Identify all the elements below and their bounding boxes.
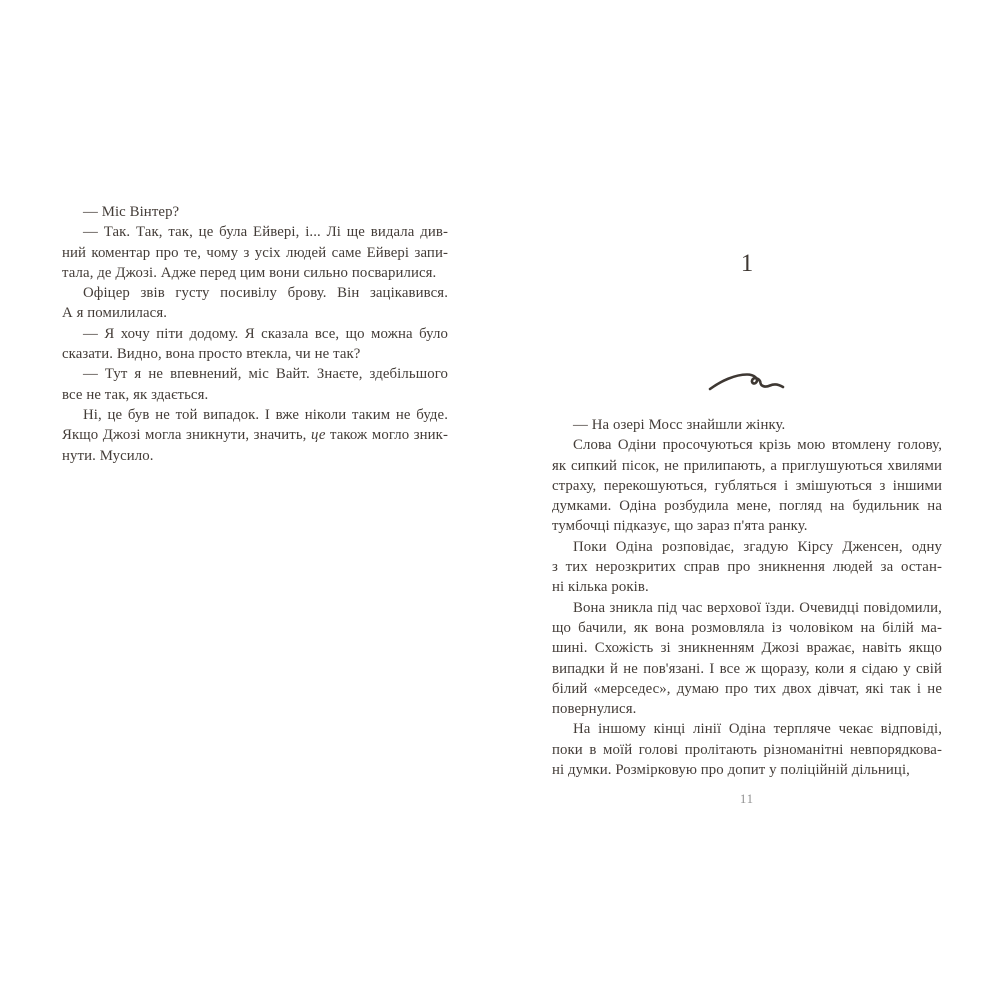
text-line: — Так. Так, так, це була Ейвері, і... Лі ще видала див- xyxy=(83,224,448,241)
text-line: тала, де Джозі. Адже перед цим вони сильно посварилися. xyxy=(62,264,437,281)
text-line: як сипкий пісок, не прилипають, а приглушуються хвилями xyxy=(552,457,942,474)
text-line: сказати. Видно, вона просто втекла, чи не так? xyxy=(62,346,361,363)
text-line: що бачили, як вона розмовляла із чоловіком на білій ма- xyxy=(552,619,942,636)
text-line: з тих нерозкритих справ про зникнення людей за остан- xyxy=(552,559,942,576)
page-number: 11 xyxy=(739,792,755,806)
text-line: думками. Одіна розбудила мене, погляд на будильник на xyxy=(552,498,942,515)
text-line: все не так, як здається. xyxy=(62,386,209,403)
text-line: білий «мерседес», думаю про тих двох дівчат, які так і не xyxy=(552,680,942,697)
text-line: Поки Одіна розповідає, згадую Кірсу Дженсен, одну xyxy=(573,538,942,555)
text-line: — Я хочу піти додому. Я сказала все, що можна було xyxy=(83,325,448,342)
text-line: страху, перекошуються, губляться і змішуються з іншими xyxy=(552,477,942,494)
chapter-number: 1 xyxy=(740,250,754,277)
text-line: нути. Мусило. xyxy=(62,447,154,464)
left-page-text xyxy=(62,202,448,466)
text-line: ні думки. Розмірковую про допит у поліційній дільниці, xyxy=(552,762,910,779)
text-line: — Тут я не впевнений, міс Вайт. Знаєте, здебільшого xyxy=(83,366,448,383)
right-page-text xyxy=(552,415,942,780)
text-line: Слова Одіни просочуються крізь мою втомлену голову, xyxy=(573,437,942,454)
text-line: Вона зникла під час верхової їзди. Очевидці повідомили, xyxy=(573,599,942,616)
text-line: випадки й не пов'язані. І все ж щоразу, коли я сідаю у свій xyxy=(552,660,942,677)
text-line: На іншому кінці лінії Одіна терпляче чекає відповіді, xyxy=(573,721,942,738)
text-line: А я помилилася. xyxy=(62,305,168,322)
text-line: — Міс Вінтер? xyxy=(83,204,180,220)
text-line: тумбочці підказує, що зараз п'ята ранку. xyxy=(552,518,808,535)
text-line: Офіцер звів густу посивілу брову. Він зацікавився. xyxy=(83,285,448,302)
text-line: ні кілька років. xyxy=(552,579,649,596)
text-line: ний коментар про те, чому з усіх людей саме Ейвері запи- xyxy=(62,244,448,261)
text-line: поки в моїй голові пролітають різноманітні невпорядкова- xyxy=(552,741,942,758)
text-line: шині. Схожість зі зникненням Джозі вражає, навіть якщо xyxy=(552,640,942,657)
text-line: — На озері Мосс знайшли жінку. xyxy=(573,417,786,433)
text-line: повернулися. xyxy=(552,701,637,718)
wave-squiggle-ornament-icon xyxy=(552,370,942,399)
text-line: Якщо Джозі могла зникнути, значить, це також могло зник- xyxy=(62,427,448,444)
text-line: Ні, це був не той випадок. І вже ніколи таким не буде. xyxy=(83,406,448,423)
